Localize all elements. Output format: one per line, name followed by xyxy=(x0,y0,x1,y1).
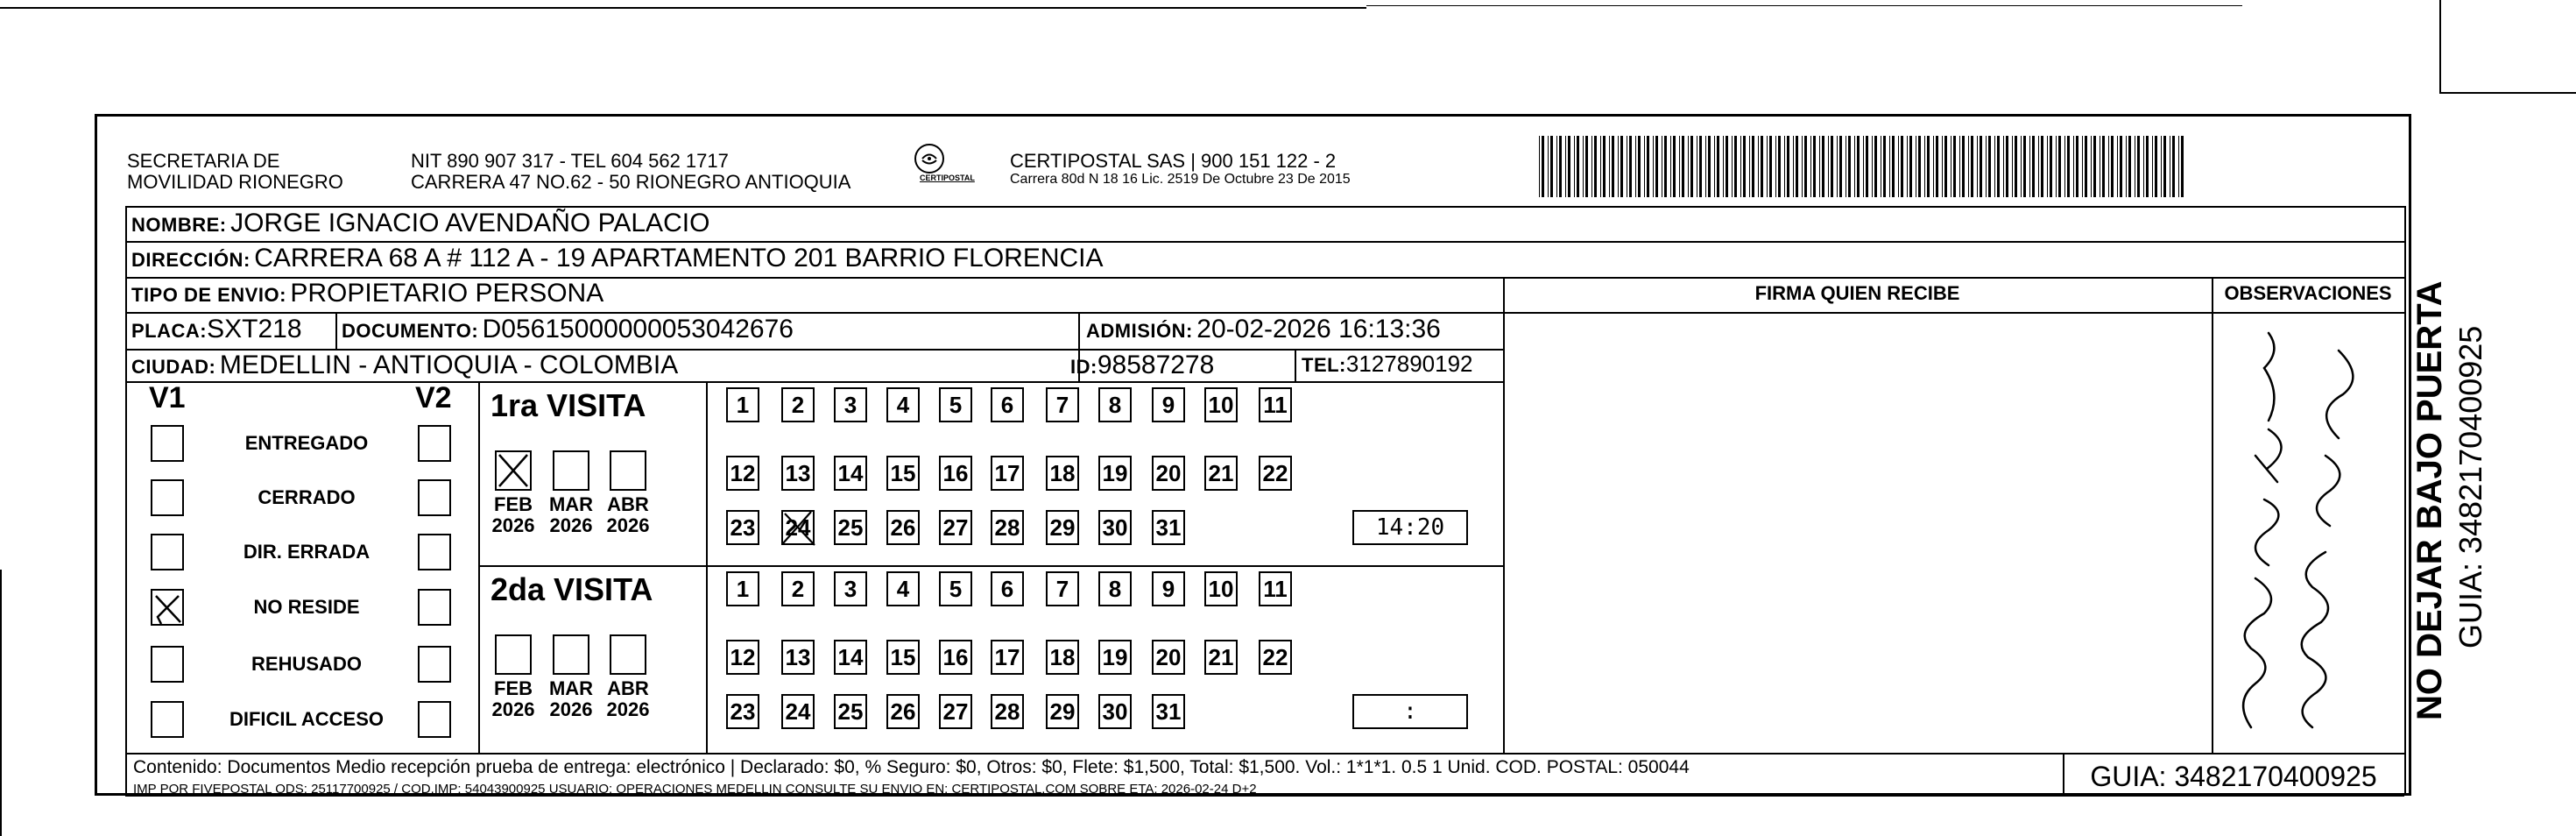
observaciones-header: OBSERVACIONES xyxy=(2224,282,2392,304)
day-box[interactable]: 22 xyxy=(1259,456,1292,491)
month-year-label xyxy=(602,678,654,720)
month-checkbox[interactable] xyxy=(610,634,646,675)
direccion-label: DIRECCIÓN: xyxy=(131,249,251,271)
day-box[interactable]: 14 xyxy=(834,640,867,675)
status-label: DIR. ERRADA xyxy=(243,541,371,563)
month-checkbox[interactable] xyxy=(495,450,532,491)
day-box[interactable]: 15 xyxy=(886,456,920,491)
day-box[interactable]: 30 xyxy=(1098,694,1132,729)
day-box[interactable]: 26 xyxy=(886,694,920,729)
day-box[interactable]: 8 xyxy=(1098,571,1132,606)
v2-checkbox[interactable] xyxy=(418,589,451,626)
divider xyxy=(125,206,127,795)
v1-checkbox[interactable] xyxy=(151,479,184,516)
status-label: ENTREGADO xyxy=(244,432,369,454)
month-year-label xyxy=(487,678,540,720)
day-box[interactable]: 22 xyxy=(1259,640,1292,675)
day-box[interactable]: 24 xyxy=(781,510,815,545)
footer-imp: IMP POR FIVEPOSTAL ODS: 25117700925 / COD.IMP: 54043900925 USUARIO: OPERACIONES MEDELLIN CONSULTE SU ENVIO EN: CERTIPOSTAL.COM SOBRE ETA: 2026-02-24 D+2 xyxy=(133,782,1257,797)
admision-row xyxy=(1086,315,1441,344)
v2-checkbox[interactable] xyxy=(418,425,451,462)
day-box[interactable]: 13 xyxy=(781,456,815,491)
ciudad-value: MEDELLIN - ANTIOQUIA - COLOMBIA xyxy=(219,351,679,379)
day-box[interactable]: 7 xyxy=(1046,571,1079,606)
divider xyxy=(1295,349,1296,381)
day-box[interactable]: 31 xyxy=(1152,694,1185,729)
day-box[interactable]: 3 xyxy=(834,571,867,606)
month-year-label xyxy=(487,494,540,536)
day-box[interactable]: 21 xyxy=(1204,640,1238,675)
id-label: ID: xyxy=(1070,356,1097,378)
day-box[interactable]: 7 xyxy=(1046,387,1079,422)
day-box[interactable]: 28 xyxy=(991,510,1024,545)
carrier-info xyxy=(1010,151,1351,188)
v2-checkbox[interactable] xyxy=(418,479,451,516)
divider xyxy=(2212,277,2213,753)
year-label: 2026 xyxy=(491,698,535,720)
divider xyxy=(1503,277,1505,753)
day-box[interactable]: 14 xyxy=(834,456,867,491)
v2-checkbox[interactable] xyxy=(418,646,451,683)
status-label: CERRADO xyxy=(258,486,356,508)
day-box[interactable]: 27 xyxy=(939,510,972,545)
scan-line-right xyxy=(2439,0,2441,92)
month-checkbox[interactable] xyxy=(553,634,589,675)
day-box[interactable]: 11 xyxy=(1259,387,1292,422)
day-box[interactable]: 20 xyxy=(1152,456,1185,491)
month-label: FEB xyxy=(494,677,533,699)
scan-line-top xyxy=(0,7,1366,9)
year-label: 2026 xyxy=(606,698,650,720)
day-box[interactable]: 30 xyxy=(1098,510,1132,545)
firma-header: FIRMA QUIEN RECIBE xyxy=(1754,282,1960,304)
day-box[interactable]: 6 xyxy=(991,387,1024,422)
side-guia: GUIA: 3482170400925 xyxy=(2452,325,2488,648)
status-label: DIFICIL ACCESO xyxy=(229,708,384,730)
barcode xyxy=(1539,136,2191,197)
placa-row xyxy=(131,315,302,344)
day-box[interactable]: 3 xyxy=(834,387,867,422)
day-box[interactable]: 8 xyxy=(1098,387,1132,422)
v2-checkbox[interactable] xyxy=(418,534,451,570)
day-box[interactable]: 17 xyxy=(991,456,1024,491)
day-box[interactable]: 25 xyxy=(834,694,867,729)
day-box[interactable]: 27 xyxy=(939,694,972,729)
day-box[interactable]: 16 xyxy=(939,456,972,491)
divider xyxy=(125,206,2404,208)
placa-value: SXT218 xyxy=(207,315,302,344)
carrier-address: Carrera 80d N 18 16 Lic. 2519 De Octubre 23 De 2015 xyxy=(1010,172,1351,187)
divider xyxy=(125,312,2404,314)
day-box[interactable]: 26 xyxy=(886,510,920,545)
day-box[interactable]: 9 xyxy=(1152,571,1185,606)
documento-label: DOCUMENTO: xyxy=(342,320,479,342)
day-box[interactable]: 25 xyxy=(834,510,867,545)
year-label: 2026 xyxy=(549,514,593,536)
day-box[interactable]: 28 xyxy=(991,694,1024,729)
sender-address: CARRERA 47 NO.62 - 50 RIONEGRO ANTIOQUIA xyxy=(411,171,851,193)
tipo-value: PROPIETARIO PERSONA xyxy=(290,279,604,308)
divider xyxy=(125,241,2404,243)
day-box[interactable]: 1 xyxy=(726,571,759,606)
tipo-label: TIPO DE ENVIO: xyxy=(131,284,286,306)
admision-value: 20-02-2026 16:13:36 xyxy=(1196,315,1441,344)
sender-org-line2: MOVILIDAD RIONEGRO xyxy=(127,171,343,193)
sender-org-line1: SECRETARIA DE xyxy=(127,150,280,172)
divider xyxy=(335,312,337,349)
documento-row xyxy=(342,315,794,344)
day-box[interactable]: 16 xyxy=(939,640,972,675)
visit1-title: 1ra VISITA xyxy=(490,387,646,423)
sender-nit: NIT 890 907 317 - TEL 604 562 1717 xyxy=(411,150,729,172)
month-year-label xyxy=(602,494,654,536)
divider xyxy=(478,381,480,753)
v1-checkbox[interactable] xyxy=(151,589,184,626)
day-box[interactable]: 19 xyxy=(1098,456,1132,491)
v2-header: V2 xyxy=(415,381,452,414)
time-field[interactable]: 14:20 xyxy=(1352,510,1468,545)
divider xyxy=(2404,206,2406,795)
nombre-row xyxy=(131,209,709,238)
day-box[interactable]: 6 xyxy=(991,571,1024,606)
footer-contenido: Contenido: Documentos Medio recepción prueba de entrega: electrónico | Declarado: $0, % Seguro: $0, Otros: $0, Flete: $1,500, Total: $1,500. Vol.: 1*1*1. 0.5 1 Unid. COD. POSTAL: 050044 xyxy=(133,757,1690,777)
month-year-label xyxy=(545,494,597,536)
admision-label: ADMISIÓN: xyxy=(1086,320,1193,342)
certipostal-logo-icon xyxy=(914,144,944,174)
day-box[interactable]: 11 xyxy=(1259,571,1292,606)
day-box[interactable]: 23 xyxy=(726,694,759,729)
day-box[interactable]: 29 xyxy=(1046,694,1079,729)
handwritten-observation xyxy=(2216,315,2400,745)
scan-line-right-top xyxy=(2439,92,2576,94)
scan-line-left xyxy=(0,570,2,836)
day-box[interactable]: 31 xyxy=(1152,510,1185,545)
month-checkbox[interactable] xyxy=(610,450,646,491)
month-checkbox[interactable] xyxy=(553,450,589,491)
ciudad-row xyxy=(131,351,678,380)
month-year-label xyxy=(545,678,597,720)
tipo-row xyxy=(131,279,603,308)
day-box[interactable]: 5 xyxy=(939,387,972,422)
tel-label: TEL: xyxy=(1302,354,1346,376)
year-label: 2026 xyxy=(606,514,650,536)
v1-checkbox[interactable] xyxy=(151,534,184,570)
day-box[interactable]: 13 xyxy=(781,640,815,675)
scan-line-top-right xyxy=(1366,5,2242,6)
day-box[interactable]: 4 xyxy=(886,571,920,606)
direccion-value: CARRERA 68 A # 112 A - 19 APARTAMENTO 201 BARRIO FLORENCIA xyxy=(254,244,1104,273)
day-box[interactable]: 2 xyxy=(781,387,815,422)
day-box[interactable]: 24 xyxy=(781,694,815,729)
day-box[interactable]: 18 xyxy=(1046,456,1079,491)
day-box[interactable]: 4 xyxy=(886,387,920,422)
no-dejar-bajo-puerta: NO DEJAR BAJO PUERTA xyxy=(2410,280,2449,720)
month-label: ABR xyxy=(607,677,649,699)
placa-label: PLACA: xyxy=(131,320,208,342)
month-label: ABR xyxy=(607,493,649,515)
status-label: REHUSADO xyxy=(251,653,362,675)
v2-checkbox[interactable] xyxy=(418,701,451,738)
divider xyxy=(478,565,1503,567)
day-box[interactable]: 12 xyxy=(726,640,759,675)
day-box[interactable]: 21 xyxy=(1204,456,1238,491)
day-box[interactable]: 10 xyxy=(1204,571,1238,606)
tel-row xyxy=(1302,351,1473,378)
day-box[interactable]: 18 xyxy=(1046,640,1079,675)
footer-guia: GUIA: 3482170400925 xyxy=(2090,761,2377,792)
day-box[interactable]: 15 xyxy=(886,640,920,675)
tel-value: 3127890192 xyxy=(1345,351,1473,377)
month-label: MAR xyxy=(548,493,594,515)
v1-header: V1 xyxy=(149,381,186,414)
month-checkbox[interactable] xyxy=(495,634,532,675)
v1-checkbox[interactable] xyxy=(151,425,184,462)
day-box[interactable]: 19 xyxy=(1098,640,1132,675)
day-box[interactable]: 10 xyxy=(1204,387,1238,422)
nombre-value: JORGE IGNACIO AVENDAÑO PALACIO xyxy=(230,209,710,237)
carrier-name: CERTIPOSTAL SAS | 900 151 122 - 2 xyxy=(1010,150,1337,172)
day-box[interactable]: 23 xyxy=(726,510,759,545)
month-label: MAR xyxy=(548,677,594,699)
nombre-label: NOMBRE: xyxy=(131,214,227,236)
sender-info xyxy=(411,151,850,193)
divider xyxy=(125,381,1503,383)
direccion-row xyxy=(131,244,1104,273)
visit2-title: 2da VISITA xyxy=(490,571,653,607)
day-box[interactable]: 9 xyxy=(1152,387,1185,422)
day-box[interactable]: 1 xyxy=(726,387,759,422)
day-box[interactable]: 29 xyxy=(1046,510,1079,545)
certipostal-logo-text: CERTIPOSTAL xyxy=(920,174,975,182)
month-label: FEB xyxy=(494,493,533,515)
sender-org xyxy=(127,151,343,193)
documento-value: D05615000000053042676 xyxy=(482,315,794,344)
day-box[interactable]: 12 xyxy=(726,456,759,491)
time-field[interactable]: : xyxy=(1352,694,1468,729)
year-label: 2026 xyxy=(549,698,593,720)
ciudad-label: CIUDAD: xyxy=(131,356,216,378)
v1-checkbox[interactable] xyxy=(151,701,184,738)
id-row xyxy=(1070,351,1214,380)
day-box[interactable]: 17 xyxy=(991,640,1024,675)
id-value: 98587278 xyxy=(1097,351,1215,379)
divider xyxy=(706,381,708,753)
day-box[interactable]: 2 xyxy=(781,571,815,606)
day-box[interactable]: 20 xyxy=(1152,640,1185,675)
day-box[interactable]: 5 xyxy=(939,571,972,606)
status-label: NO RESIDE xyxy=(253,596,360,618)
v1-checkbox[interactable] xyxy=(151,646,184,683)
year-label: 2026 xyxy=(491,514,535,536)
